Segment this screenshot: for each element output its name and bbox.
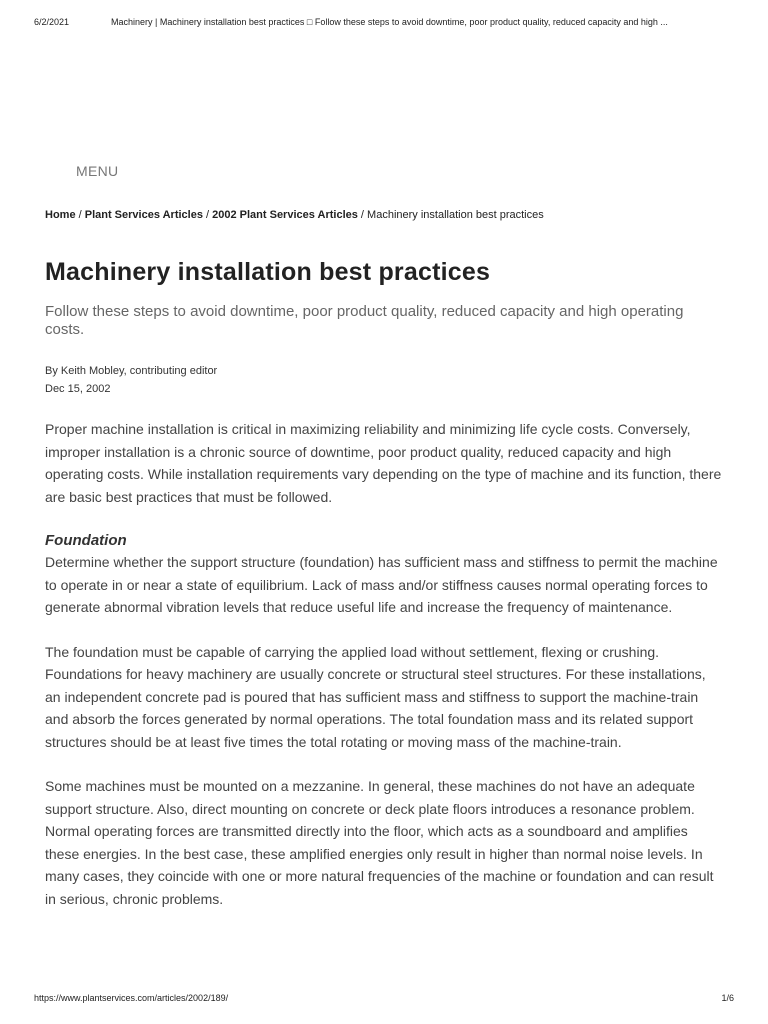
- print-url: https://www.plantservices.com/articles/2002/189/: [34, 993, 229, 1003]
- article-date: Dec 15, 2002: [45, 383, 111, 395]
- page-title: Machinery installation best practices: [45, 258, 491, 286]
- menu-button[interactable]: MENU: [76, 163, 119, 179]
- breadcrumb-home-link[interactable]: Home: [45, 209, 76, 221]
- print-header: [34, 17, 734, 27]
- breadcrumb-separator: /: [202, 209, 213, 221]
- page-number: 1/6: [721, 993, 734, 1003]
- print-footer: [34, 993, 734, 1003]
- print-date: 6/2/2021: [34, 17, 70, 27]
- print-title: Machinery | Machinery installation best practices □ Follow these steps to avoid downtime, poor product quality, reduced capacity and high ...: [111, 17, 668, 27]
- breadcrumb-plant-services-articles-link[interactable]: Plant Services Articles: [84, 209, 203, 221]
- breadcrumb-separator: /: [75, 209, 85, 221]
- breadcrumb-separator: /: [357, 209, 368, 221]
- breadcrumb: [45, 209, 544, 221]
- article-intro: Proper machine installation is critical in maximizing reliability and minimizing life cycle costs. Conversely, improper installation is a chronic source of downtime, poor product quality, reduced capacity and high operating costs. While installation requirements vary depending on the type of machine and its function, there are basic best practices that must be followed.: [45, 421, 722, 505]
- article-byline: By Keith Mobley, contributing editor: [45, 365, 218, 377]
- article-paragraph: Some machines must be mounted on a mezzanine. In general, these machines do not have an adequate support structure. Also, direct mounting on concrete or deck plate floors introduces a resonance problem. Normal operating forces are transmitted directly into the floor, which acts as a soundboard and amplifies these energies. In the best case, these amplified energies only result in higher than normal noise levels. In many cases, they coincide with one or more natural frequencies of the machine or foundation and can result in serious, chronic problems.: [45, 778, 714, 907]
- article-paragraph: The foundation must be capable of carrying the applied load without settlement, flexing or crushing. Foundations for heavy machinery are usually concrete or structural steel structures. For these installations, an independent concrete pad is poured that has sufficient mass and stiffness to support the machine-train and absorb the forces generated by normal operations. The total foundation mass and its related support structures should be at least five times the total rotating or moving mass of the machine-train.: [45, 643, 706, 750]
- breadcrumb-current: Machinery installation best practices: [367, 209, 544, 221]
- breadcrumb-2002-articles-link[interactable]: 2002 Plant Services Articles: [212, 209, 358, 221]
- section-heading-foundation: Foundation: [45, 532, 127, 549]
- article-subtitle: Follow these steps to avoid downtime, poor product quality, reduced capacity and high operating costs.: [45, 303, 684, 338]
- article-paragraph: Determine whether the support structure (foundation) has sufficient mass and stiffness to permit the machine to operate in or near a state of equilibrium. Lack of mass and/or stiffness causes normal operating forces to generate abnormal vibration levels that reduce useful life and increase the frequency of maintenance.: [45, 554, 718, 615]
- article-body: [45, 418, 725, 932]
